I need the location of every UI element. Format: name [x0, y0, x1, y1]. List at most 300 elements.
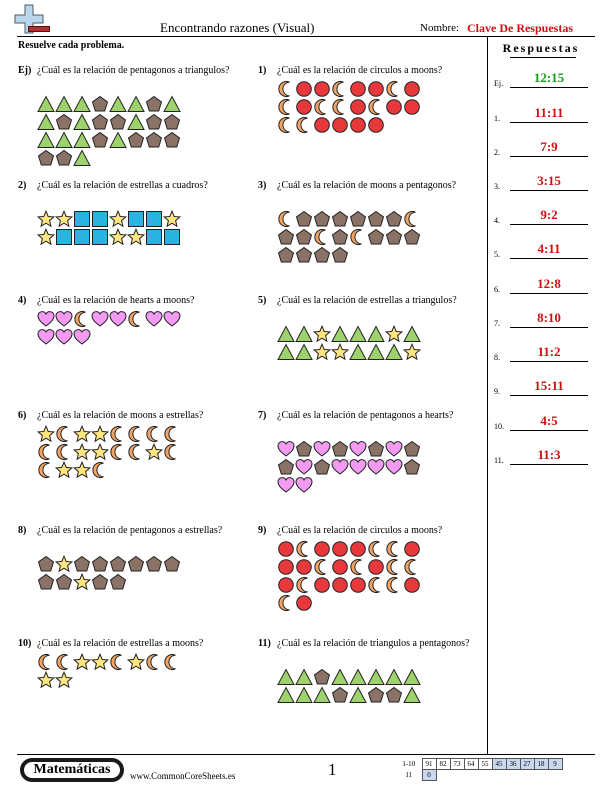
answer-value: 9:2 [540, 207, 558, 222]
answer-label: 10. [494, 422, 504, 431]
moon-icon [349, 558, 367, 576]
triangle-icon [331, 325, 349, 343]
circle-icon [367, 80, 385, 98]
pentagon-icon [313, 246, 331, 264]
square-icon [163, 228, 181, 246]
star-icon [331, 343, 349, 361]
name-label: Nombre: [420, 22, 460, 34]
pentagon-icon [127, 555, 145, 573]
square-icon [145, 228, 163, 246]
triangle-icon [127, 113, 145, 131]
pentagon-icon [127, 131, 145, 149]
star-icon [37, 671, 55, 689]
moon-icon [385, 540, 403, 558]
pentagon-icon [163, 113, 181, 131]
moon-icon [367, 540, 385, 558]
pentagon-icon [295, 210, 313, 228]
pentagon-icon [55, 113, 73, 131]
brand-label: Matemáticas [24, 762, 120, 778]
answer-row [494, 207, 594, 229]
star-icon [91, 653, 109, 671]
triangle-icon [385, 668, 403, 686]
score-row-label: 1-10 [402, 760, 416, 768]
star-icon [385, 325, 403, 343]
pentagon-icon [109, 573, 127, 591]
pentagon-icon [385, 210, 403, 228]
triangle-icon [109, 131, 127, 149]
pentagon-icon [277, 458, 295, 476]
problem-question: ¿Cuál es la relación de estrellas a moons? [37, 638, 204, 649]
answers-title-underline [510, 57, 576, 58]
problem-question: ¿Cuál es la relación de circulos a moons? [277, 65, 443, 76]
answer-line [510, 361, 588, 362]
score-row [396, 770, 562, 781]
answer-line [510, 293, 588, 294]
answer-value: 8:10 [537, 310, 561, 325]
triangle-icon [73, 113, 91, 131]
answer-label: 5. [494, 250, 500, 259]
circle-icon [349, 116, 367, 134]
triangle-icon [37, 113, 55, 131]
circle-icon [385, 98, 403, 116]
answer-label: 6. [494, 285, 500, 294]
problem-question: ¿Cuál es la relación de triangulos a pentagonos? [277, 638, 470, 649]
shape-group [277, 440, 421, 494]
star-icon [73, 425, 91, 443]
circle-icon [313, 576, 331, 594]
circle-icon [277, 540, 295, 558]
triangle-icon [295, 343, 313, 361]
star-icon [163, 210, 181, 228]
star-icon [73, 443, 91, 461]
triangle-icon [37, 131, 55, 149]
star-icon [37, 210, 55, 228]
pentagon-icon [145, 113, 163, 131]
circle-icon [367, 116, 385, 134]
triangle-icon [55, 95, 73, 113]
problem-number: 5) [258, 295, 267, 306]
moon-icon [55, 425, 73, 443]
pentagon-icon [295, 246, 313, 264]
shape-group [277, 325, 421, 361]
star-icon [109, 228, 127, 246]
footer-url: www.CommonCoreSheets.es [130, 771, 236, 781]
triangle-icon [403, 325, 421, 343]
circle-icon [367, 558, 385, 576]
answer-line [510, 122, 588, 123]
star-icon [127, 228, 145, 246]
heart-icon [55, 310, 73, 328]
answer-line [510, 464, 588, 465]
triangle-icon [367, 668, 385, 686]
answer-value: 12:8 [537, 276, 561, 291]
star-icon [37, 425, 55, 443]
answer-row [494, 447, 594, 469]
star-icon [73, 653, 91, 671]
moon-icon [145, 653, 163, 671]
answer-label: Ej. [494, 79, 504, 88]
pentagon-icon [403, 458, 421, 476]
pentagon-icon [109, 555, 127, 573]
triangle-icon [331, 668, 349, 686]
answer-value: 7:9 [540, 139, 558, 154]
score-cell: 36 [506, 759, 520, 770]
answer-label: 1. [494, 114, 500, 123]
circle-icon [295, 558, 313, 576]
pentagon-icon [91, 113, 109, 131]
triangle-icon [73, 95, 91, 113]
problem-question: ¿Cuál es la relación de estrellas a triangulos? [277, 295, 457, 306]
circle-icon [277, 558, 295, 576]
answer-line [510, 224, 588, 225]
heart-icon [349, 440, 367, 458]
square-icon [127, 210, 145, 228]
square-icon [73, 228, 91, 246]
score-cell: 0 [422, 770, 436, 781]
answer-row [494, 310, 594, 332]
circle-icon [403, 80, 421, 98]
star-icon [73, 573, 91, 591]
star-icon [313, 343, 331, 361]
heart-icon [37, 328, 55, 346]
heart-icon [163, 310, 181, 328]
pentagon-icon [331, 210, 349, 228]
moon-icon [277, 116, 295, 134]
heart-icon [349, 458, 367, 476]
answer-row [494, 378, 594, 400]
answer-row [494, 241, 594, 263]
circle-icon [295, 594, 313, 612]
pentagon-icon [277, 246, 295, 264]
problem-number: 9) [258, 525, 267, 536]
shape-group [37, 425, 181, 479]
circle-icon [277, 576, 295, 594]
heart-icon [331, 458, 349, 476]
triangle-icon [163, 95, 181, 113]
pentagon-icon [277, 228, 295, 246]
brand-badge [20, 758, 124, 782]
triangle-icon [109, 95, 127, 113]
moon-icon [349, 228, 367, 246]
shape-group [277, 540, 421, 612]
star-icon [91, 425, 109, 443]
problem-question: ¿Cuál es la relación de pentagonos a estrellas? [37, 525, 223, 536]
triangle-icon [73, 149, 91, 167]
triangle-icon [349, 668, 367, 686]
pentagon-icon [367, 686, 385, 704]
page-number: 1 [328, 760, 337, 779]
pentagon-icon [37, 573, 55, 591]
moon-icon [163, 425, 181, 443]
triangle-icon [403, 668, 421, 686]
answer-line [510, 87, 588, 88]
moon-icon [277, 594, 295, 612]
moon-icon [313, 558, 331, 576]
pentagon-icon [295, 228, 313, 246]
heart-icon [385, 458, 403, 476]
star-icon [55, 461, 73, 479]
problem-number: 3) [258, 180, 267, 191]
moon-icon [385, 80, 403, 98]
problem-number: 1) [258, 65, 267, 76]
shape-group [277, 80, 421, 134]
star-icon [37, 228, 55, 246]
answer-label: 9. [494, 387, 500, 396]
score-cell: 55 [478, 759, 492, 770]
answer-line [510, 156, 588, 157]
pentagon-icon [403, 440, 421, 458]
triangle-icon [349, 325, 367, 343]
problem-number: 6) [18, 410, 27, 421]
moon-icon [37, 653, 55, 671]
star-icon [55, 555, 73, 573]
problem-question: ¿Cuál es la relación de pentagonos a hearts? [277, 410, 454, 421]
heart-icon [277, 440, 295, 458]
answer-value: 4:5 [540, 413, 558, 428]
pentagon-icon [367, 210, 385, 228]
answer-label: 2. [494, 148, 500, 157]
moon-icon [403, 210, 421, 228]
problem-number: 7) [258, 410, 267, 421]
moon-icon [55, 443, 73, 461]
triangle-icon [295, 686, 313, 704]
answer-row [494, 413, 594, 435]
shape-group [277, 210, 421, 264]
pentagon-icon [313, 210, 331, 228]
triangle-icon [403, 686, 421, 704]
score-cell: 27 [520, 759, 534, 770]
circle-icon [331, 576, 349, 594]
answer-label: 7. [494, 319, 500, 328]
moon-icon [163, 653, 181, 671]
pentagon-icon [91, 95, 109, 113]
triangle-icon [367, 325, 385, 343]
pentagon-icon [331, 440, 349, 458]
pentagon-icon [55, 149, 73, 167]
star-icon [55, 210, 73, 228]
triangle-icon [367, 343, 385, 361]
score-cell: 91 [422, 759, 436, 770]
moon-icon [37, 461, 55, 479]
pentagon-icon [331, 228, 349, 246]
pentagon-icon [91, 131, 109, 149]
circle-icon [295, 98, 313, 116]
answer-label: 4. [494, 216, 500, 225]
moon-icon [313, 228, 331, 246]
pentagon-icon [91, 555, 109, 573]
square-icon [91, 228, 109, 246]
score-cell: 73 [450, 759, 464, 770]
pentagon-icon [331, 246, 349, 264]
answer-label: 3. [494, 182, 500, 191]
pentagon-icon [55, 573, 73, 591]
circle-icon [349, 576, 367, 594]
star-icon [145, 443, 163, 461]
pentagon-icon [145, 555, 163, 573]
heart-icon [109, 310, 127, 328]
heart-icon [55, 328, 73, 346]
answers-title: Respuestas [502, 41, 580, 55]
answer-row [494, 105, 594, 127]
square-icon [91, 210, 109, 228]
star-icon [55, 671, 73, 689]
heart-icon [295, 476, 313, 494]
page-title: Encontrando razones (Visual) [160, 20, 315, 35]
problem-question: ¿Cuál es la relación de moons a pentagonos? [277, 180, 457, 191]
moon-icon [73, 310, 91, 328]
problem-number: Ej) [18, 65, 32, 76]
score-cell: 45 [492, 759, 506, 770]
circle-icon [331, 116, 349, 134]
pentagon-icon [37, 555, 55, 573]
score-cell: 64 [464, 759, 478, 770]
answer-value: 11:2 [537, 344, 561, 359]
answer-value: 11:11 [534, 105, 564, 120]
footer-divider [17, 754, 595, 755]
problem-question: ¿Cuál es la relación de moons a estrellas? [37, 410, 204, 421]
answer-row [494, 276, 594, 298]
pentagon-icon [163, 131, 181, 149]
pentagon-icon [163, 555, 181, 573]
moon-icon [295, 116, 313, 134]
score-row [396, 759, 562, 770]
pentagon-icon [73, 555, 91, 573]
moon-icon [109, 443, 127, 461]
score-cell: 82 [436, 759, 450, 770]
triangle-icon [295, 325, 313, 343]
circle-icon [403, 540, 421, 558]
moon-icon [37, 443, 55, 461]
answer-line [510, 327, 588, 328]
moon-icon [331, 80, 349, 98]
pentagon-icon [385, 228, 403, 246]
square-icon [55, 228, 73, 246]
moon-icon [145, 425, 163, 443]
circle-icon [331, 540, 349, 558]
triangle-icon [73, 131, 91, 149]
problem-number: 10) [18, 638, 32, 649]
moon-icon [403, 558, 421, 576]
shape-group [37, 310, 181, 346]
problem-number: 11) [258, 638, 271, 649]
pentagon-icon [295, 440, 313, 458]
answer-line [510, 430, 588, 431]
triangle-icon [277, 343, 295, 361]
circle-icon [349, 80, 367, 98]
moon-icon [109, 425, 127, 443]
problem-question: ¿Cuál es la relación de estrellas a cuadros? [37, 180, 208, 191]
heart-icon [367, 458, 385, 476]
answer-line [510, 190, 588, 191]
circle-icon [349, 540, 367, 558]
triangle-icon [295, 668, 313, 686]
score-table [396, 758, 563, 781]
moon-icon [277, 80, 295, 98]
square-icon [73, 210, 91, 228]
answer-row [494, 139, 594, 161]
heart-icon [145, 310, 163, 328]
score-row-label: 11 [405, 771, 413, 779]
star-icon [313, 325, 331, 343]
star-icon [403, 343, 421, 361]
answer-value: 3:15 [537, 173, 561, 188]
score-cell: 9 [548, 759, 562, 770]
moon-icon [109, 653, 127, 671]
shape-group [37, 653, 181, 689]
moon-icon [367, 98, 385, 116]
answer-value: 15:11 [534, 378, 564, 393]
moon-icon [127, 425, 145, 443]
moon-icon [163, 443, 181, 461]
moon-icon [55, 653, 73, 671]
moon-icon [277, 210, 295, 228]
star-icon [91, 443, 109, 461]
problem-question: ¿Cuál es la relación de hearts a moons? [37, 295, 195, 306]
circle-icon [313, 540, 331, 558]
problem-number: 8) [18, 525, 27, 536]
moon-icon [277, 98, 295, 116]
pentagon-icon [385, 686, 403, 704]
triangle-icon [127, 95, 145, 113]
triangle-icon [349, 343, 367, 361]
instructions: Resuelve cada problema. [18, 40, 125, 51]
moon-icon [127, 443, 145, 461]
shape-group [37, 95, 181, 167]
star-icon [73, 461, 91, 479]
problem-number: 4) [18, 295, 27, 306]
circle-icon [403, 576, 421, 594]
triangle-icon [277, 686, 295, 704]
pentagon-icon [109, 113, 127, 131]
pentagon-icon [367, 228, 385, 246]
answer-line [510, 258, 588, 259]
answer-value: 12:15 [533, 70, 565, 85]
moon-icon [331, 98, 349, 116]
circle-icon [313, 80, 331, 98]
triangle-icon [277, 668, 295, 686]
moon-icon [367, 576, 385, 594]
shape-group [37, 210, 181, 246]
moon-icon [91, 461, 109, 479]
answer-row [494, 344, 594, 366]
problem-question: ¿Cuál es la relación de pentagonos a triangulos? [37, 65, 230, 76]
circle-icon [403, 98, 421, 116]
heart-icon [91, 310, 109, 328]
moon-icon [295, 540, 313, 558]
answer-label: 11. [494, 456, 504, 465]
triangle-icon [55, 131, 73, 149]
shape-group [37, 555, 181, 591]
moon-icon [127, 310, 145, 328]
pentagon-icon [331, 686, 349, 704]
pentagon-icon [349, 210, 367, 228]
answer-row [494, 173, 594, 195]
circle-icon [313, 116, 331, 134]
heart-icon [73, 328, 91, 346]
star-icon [109, 210, 127, 228]
answer-line [510, 395, 588, 396]
moon-icon [295, 576, 313, 594]
pentagon-icon [145, 131, 163, 149]
score-cell: 18 [534, 759, 548, 770]
problem-question: ¿Cuál es la relación de circulos a moons? [277, 525, 443, 536]
heart-icon [313, 440, 331, 458]
heart-icon [277, 476, 295, 494]
answer-row [494, 70, 594, 92]
pentagon-icon [367, 440, 385, 458]
name-value: Clave De Respuestas [467, 21, 573, 35]
triangle-icon [37, 95, 55, 113]
